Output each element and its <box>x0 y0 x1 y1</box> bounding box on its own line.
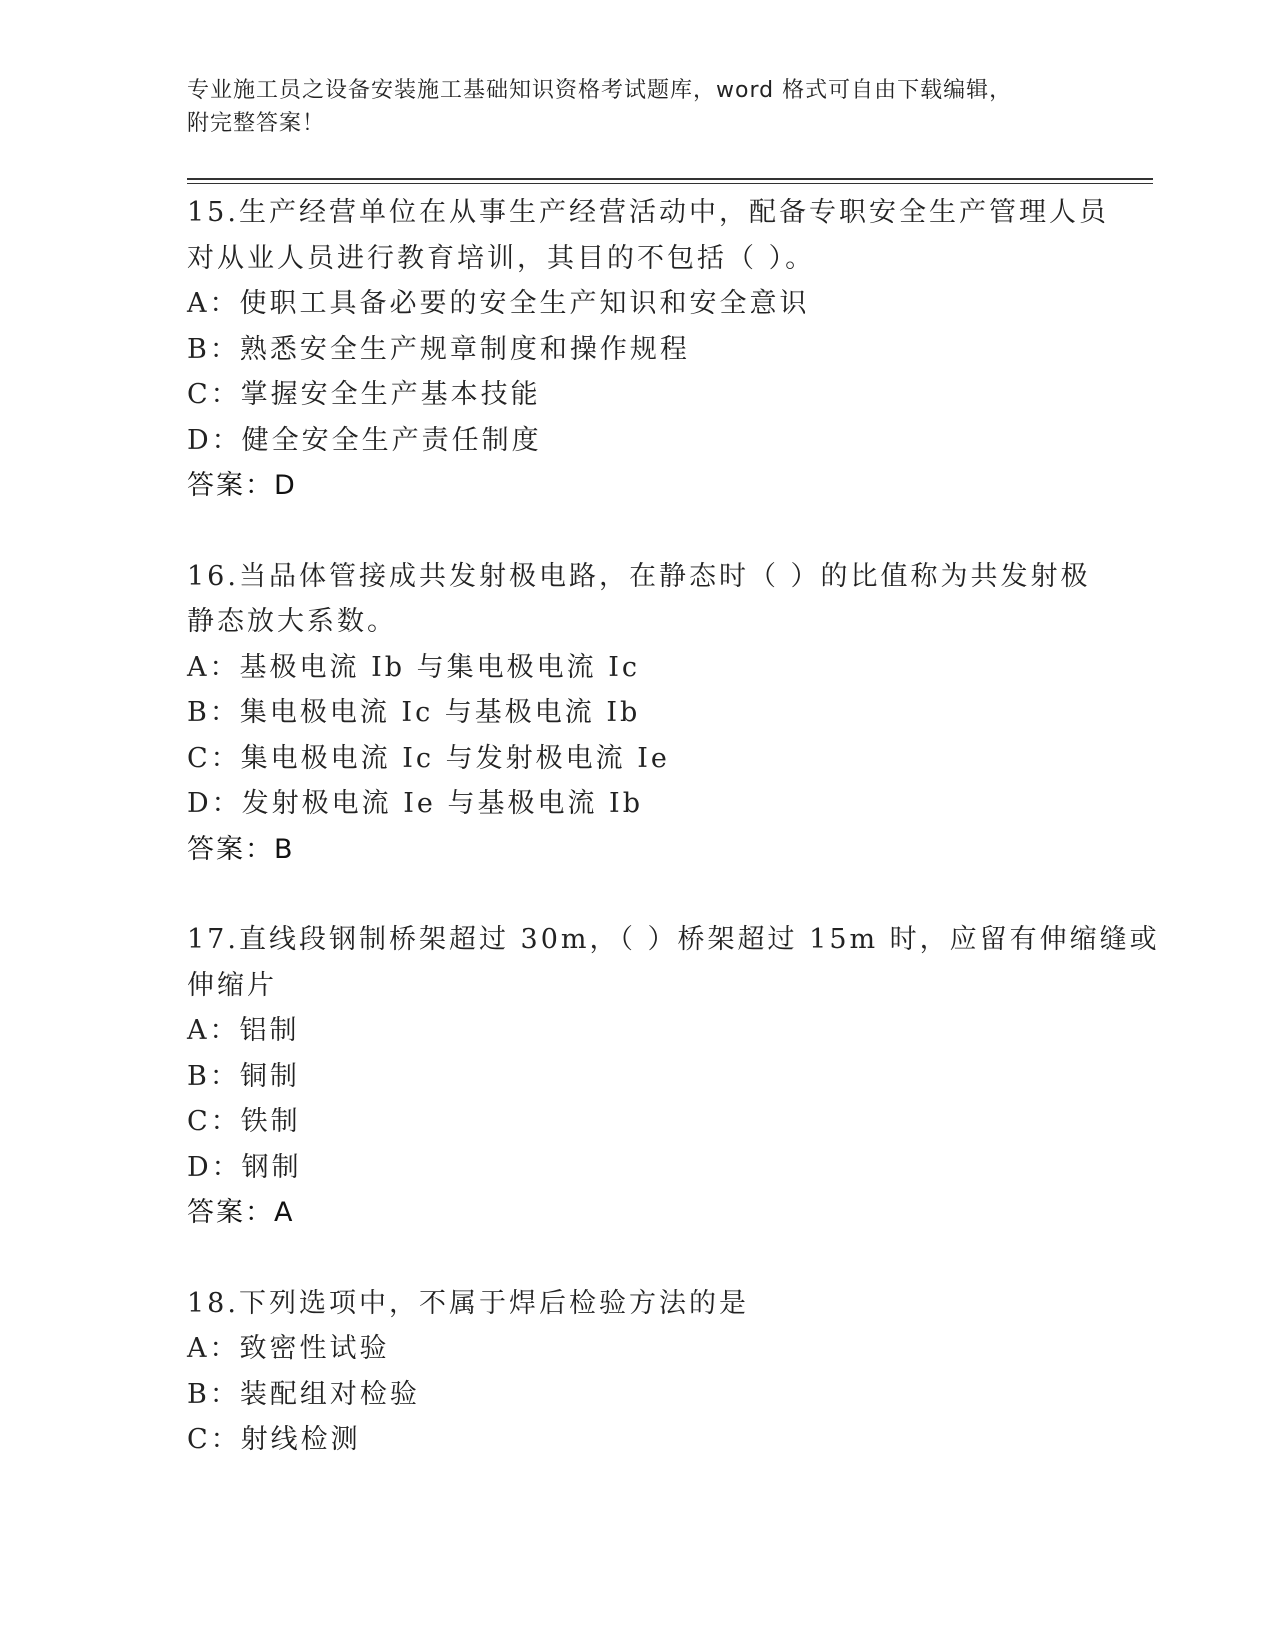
option-c: C：铁制 <box>187 1106 301 1137</box>
question-text <box>187 1281 1147 1327</box>
answer-label: 答案：B <box>187 833 295 865</box>
header-line-1: 专业施工员之设备安装施工基础知识资格考试题库，word 格式可自由下载编辑， <box>187 78 1013 103</box>
question-text <box>187 917 1160 1008</box>
question-spacer <box>187 872 1147 917</box>
option-c: C：射线检测 <box>187 1424 361 1455</box>
question-line-2: 静态放大系数。 <box>187 606 397 637</box>
question-text <box>187 190 1147 281</box>
option-a: A：铝制 <box>187 1015 300 1046</box>
question-15 <box>187 190 1147 509</box>
question-line-1: 17.直线段钢制桥架超过 30m，（ ）桥架超过 15m 时，应留有伸缩缝或 <box>187 924 1160 955</box>
option-b: B：铜制 <box>187 1060 300 1092</box>
question-line-2: 伸缩片 <box>187 969 277 1001</box>
question-18 <box>187 1281 1147 1463</box>
option-b: B：集电极电流 Ic 与基极电流 Ib <box>187 697 641 728</box>
question-line-1: 15.生产经营单位在从事生产经营活动中，配备专职安全生产管理人员 <box>187 197 1109 228</box>
question-17 <box>187 917 1160 1236</box>
option-d: D：钢制 <box>187 1151 302 1183</box>
header-line-2: 附完整答案！ <box>187 111 326 136</box>
option-c: C：掌握安全生产基本技能 <box>187 379 541 410</box>
answer-label: 答案：D <box>187 470 297 501</box>
option-b: B：熟悉安全生产规章制度和操作规程 <box>187 333 690 365</box>
answer-label: 答案：A <box>187 1197 295 1228</box>
option-c: C：集电极电流 Ic 与发射极电流 Ie <box>187 742 670 774</box>
option-a: A：使职工具备必要的安全生产知识和安全意识 <box>187 288 810 319</box>
header-divider-thin <box>187 183 1153 184</box>
option-d: D：发射极电流 Ie 与基极电流 Ib <box>187 788 643 819</box>
question-text <box>187 554 1147 645</box>
question-line-2: 对从业人员进行教育培训，其目的不包括（ ）。 <box>187 242 816 274</box>
document-header <box>187 74 1087 140</box>
option-d: D：健全安全生产责任制度 <box>187 424 542 456</box>
header-divider-thick <box>187 178 1153 180</box>
question-spacer <box>187 509 1147 554</box>
question-line-1: 16.当品体管接成共发射极电路，在静态时（ ）的比值称为共发射极 <box>187 560 1091 592</box>
option-a: A：基极电流 Ib 与集电极电流 Ic <box>187 651 640 683</box>
question-spacer <box>187 1236 1147 1281</box>
question-16 <box>187 554 1147 873</box>
question-list <box>187 190 1160 1463</box>
option-a: A：致密性试验 <box>187 1333 390 1364</box>
option-b: B：装配组对检验 <box>187 1378 420 1410</box>
question-line-1: 18.下列选项中，不属于焊后检验方法的是 <box>187 1287 749 1319</box>
